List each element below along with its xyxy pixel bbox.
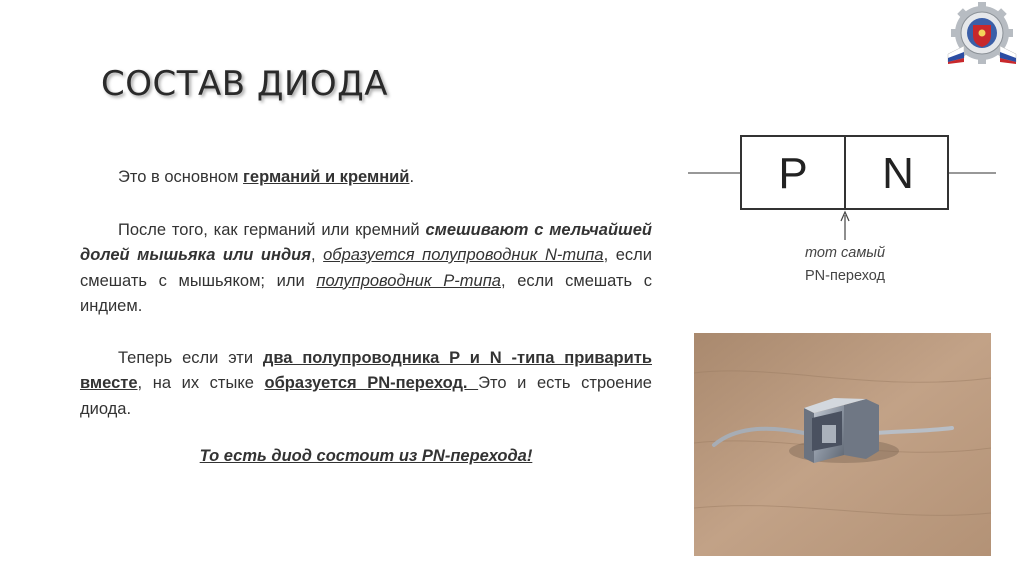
doping-highlight: смешивают с мельчайшей долей мышьяка или индия [80,220,652,264]
paragraph-doping: После того, как германий или кремний смешивают с мельчайшей долей мышьяка или индия, образуется полупроводник N-типа, если смешать с мышьяком; или полупроводник P-типа, если смешать с индием. [80,220,652,315]
body-text [80,165,652,496]
caption-line1: тот самый [804,245,886,261]
gear-emblem-icon [944,2,1020,64]
caption-line2: PN-переход [805,268,885,284]
p-region-label: P [778,149,808,198]
pn-junction-diagram [688,130,1000,290]
junction-highlight: образуется PN-переход. [264,374,479,392]
materials-highlight: германий и кремний [243,168,410,186]
conclusion-text: То есть диод состоит из PN-перехода! [199,447,533,465]
diode-photo-icon [694,333,991,556]
paragraph-junction: Теперь если эти два полупроводника P и N -типа приварить вместе, на их стыке образуется PN-переход. Это и есть строение диода. [80,348,652,418]
slide-title: СОСТАВ ДИОДА [101,64,388,104]
n-type-highlight: образуется полупроводник N-типа [323,246,604,264]
p-type-highlight: полупроводник P-типа [316,271,501,290]
paragraph-composition: Это в основном германий и кремний. [118,168,415,186]
n-region-label: N [882,149,914,198]
weld-highlight: два полупроводника P и N -типа приварить вместе [80,348,652,392]
